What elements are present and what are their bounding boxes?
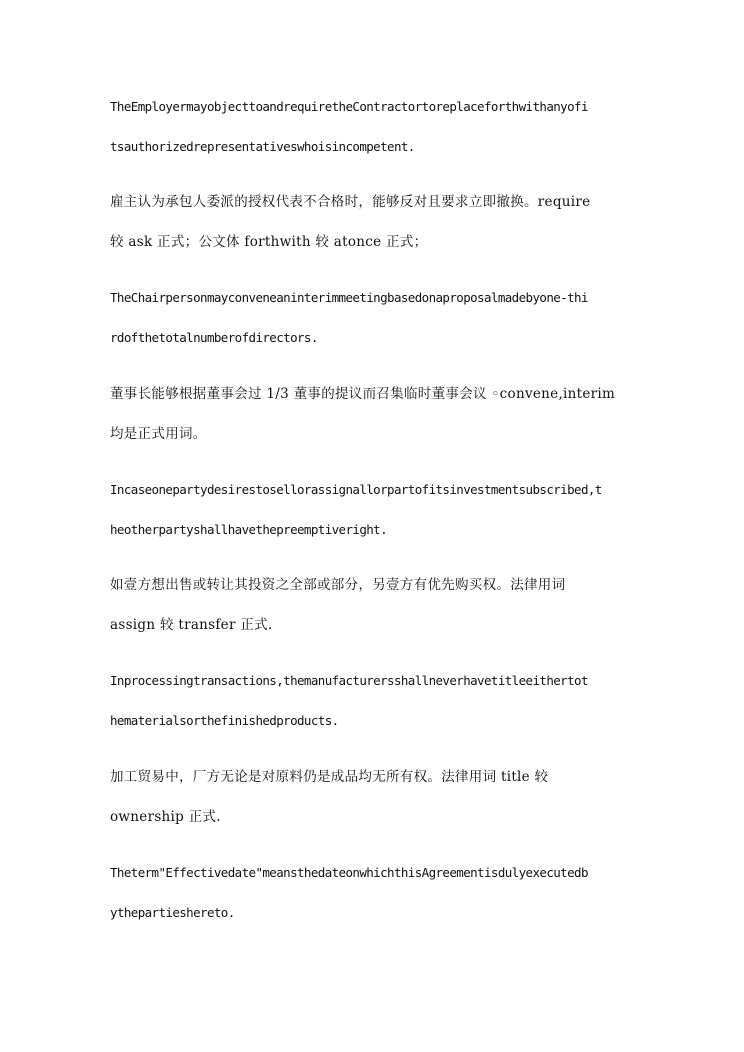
paragraph-3-line-2: rdofthetotalnumberofdirectors. — [110, 330, 318, 345]
paragraph-8-line-1: 加工贸易中，厂方无论是对原料仍是成品均无所有权。法律用词 title 较 — [110, 769, 549, 785]
paragraph-6-line-2: assign 较 transfer 正式. — [110, 617, 273, 633]
paragraph-8-line-2: ownership 正式. — [110, 809, 221, 825]
paragraph-4-line-2: 均是正式用词。 — [110, 426, 207, 442]
paragraph-7-line-2: hematerialsorthefinishedproducts. — [110, 713, 339, 728]
paragraph-9-line-2: ythepartieshereto. — [110, 905, 235, 920]
paragraph-1-line-1: TheEmployermayobjecttoandrequiretheContractortoreplaceforthwithanyofi — [110, 99, 588, 114]
paragraph-6-line-1: 如壹方想出售或转让其投资之全部或部分，另壹方有优先购买权。法律用词 — [110, 577, 566, 593]
paragraph-5-line-2: heotherpartyshallhavethepreemptiveright. — [110, 522, 388, 537]
paragraph-3-line-1: TheChairpersonmayconveneaninterimmeetingbasedonaproposalmadebyone-thi — [110, 290, 588, 305]
paragraph-4-line-1: 董事长能够根据董事会过 1/3 董事的提议而召集临时董事会议 ◦convene,interim — [110, 386, 616, 402]
paragraph-1-line-2: tsauthorizedrepresentativeswhoisincompetent. — [110, 139, 415, 154]
paragraph-9-line-1: Theterm"Effectivedate"meansthedateonwhichthisAgreementisdulyexecutedb — [110, 865, 588, 880]
paragraph-2-line-1: 雇主认为承包人委派的授权代表不合格时，能够反对且要求立即撤换。require — [110, 194, 591, 210]
paragraph-5-line-1: Incaseonepartydesirestosellorassignallorpartofitsinvestmentsubscribed,t — [110, 482, 602, 497]
paragraph-2-line-2: 较 ask 正式；公文体 forthwith 较 atonce 正式； — [110, 234, 428, 250]
paragraph-7-line-1: Inprocessingtransactions,themanufacturersshallneverhavetitleeithertot — [110, 673, 588, 688]
